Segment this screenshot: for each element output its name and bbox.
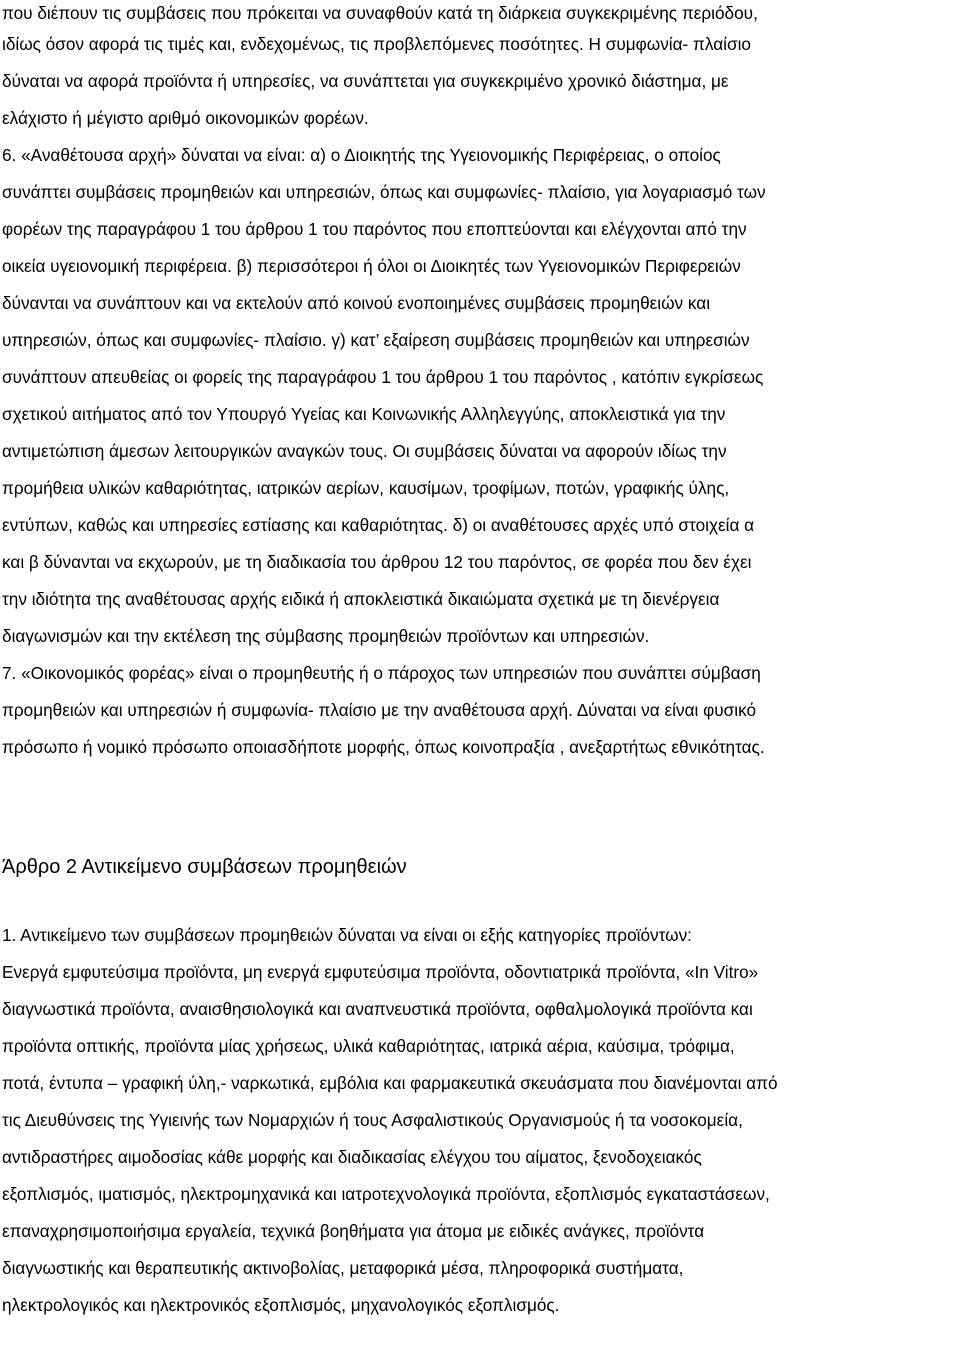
paragraph-item-6 [2,137,958,655]
text-line: διαγωνισμών και την εκτέλεση της σύμβασης προμηθειών προϊόντων και υπηρεσιών. [2,626,650,646]
text-line: προϊόντα οπτικής, προϊόντα μίας χρήσεως, υλικά καθαριότητας, ιατρικά αέρια, καύσιμα, τρόφιμα, [2,1036,735,1056]
text-line: προμήθεια υλικών καθαριότητας, ιατρικών αερίων, καυσίμων, τροφίμων, ποτών, γραφικής ύλης, [2,478,730,498]
text-line: τις Διευθύνσεις της Υγιεινής των Νομαρχιών ή τους Ασφαλιστικούς Οργανισμούς ή τα νοσοκομεία, [2,1110,743,1130]
text-line: υπηρεσιών, όπως και συμφωνίες- πλαίσιο. γ) κατ’ εξαίρεση συμβάσεις προμηθειών και υπηρεσιών [2,330,750,350]
document-page [2,0,958,1324]
text-line: προμηθειών και υπηρεσιών ή συμφωνία- πλαίσιο με την αναθέτουσα αρχή. Δύναται να είναι φυσικό [2,700,757,720]
text-line: που διέπουν τις συμβάσεις που πρόκειται να συναφθούν κατά τη διάρκεια συγκεκριμένης περιόδου, [2,3,758,23]
text-line: οικεία υγειονομική περιφέρεια. β) περισσότεροι ή όλοι οι Διοικητές των Υγειονομικών Περιφερειών [2,256,741,276]
text-line: εξοπλισμός, ιματισμός, ηλεκτρομηχανικά και ιατροτεχνολογικά προϊόντα, εξοπλισμός εγκαταστάσεων, [2,1184,770,1204]
text-line: διαγνωστικής και θεραπευτικής ακτινοβολίας, μεταφορικά μέσα, πληροφορικά συστήματα, [2,1258,684,1278]
text-line: συνάπτει συμβάσεις προμηθειών και υπηρεσιών, όπως και συμφωνίες- πλαίσιο, για λογαριασμό των [2,182,766,202]
text-line: ιδίως όσον αφορά τις τιμές και, ενδεχομένως, τις προβλεπόμενες ποσότητες. Η συμφωνία- πλαίσιο [2,34,751,54]
text-line: 6. «Αναθέτουσα αρχή» δύναται να είναι: α) ο Διοικητής της Υγειονομικής Περιφέρειας, ο οποίος [2,145,721,165]
text-line: εντύπων, καθώς και υπηρεσίες εστίασης και καθαριότητας. δ) οι αναθέτουσες αρχές υπό στοιχεία α [2,515,755,535]
text-line: συνάπτουν απευθείας οι φορείς της παραγράφου 1 του άρθρου 1 του παρόντος , κατόπιν εγκρίσεως [2,367,764,387]
text-line: 7. «Οικονομικός φορέας» είναι ο προμηθευτής ή ο πάροχος των υπηρεσιών που συνάπτει σύμβαση [2,663,761,683]
paragraph-item-7 [2,655,958,766]
text-line: πρόσωπο ή νομικό πρόσωπο οποιασδήποτε μορφής, όπως κοινοπραξία , ανεξαρτήτως εθνικότητας. [2,737,765,757]
text-line: 1. Αντικείμενο των συμβάσεων προμηθειών δύναται να είναι οι εξής κατηγορίες προϊόντων: [2,925,692,945]
text-line: διαγνωστικά προϊόντα, αναισθησιολογικά και αναπνευστικά προϊόντα, οφθαλμολογικά προϊόντα και [2,999,753,1019]
text-line: επαναχρησιμοποιήσιμα εργαλεία, τεχνικά βοηθήματα για άτομα με ειδικές ανάγκες, προϊόντα [2,1221,705,1241]
text-line: αντιμετώπιση άμεσων λειτουργικών αναγκών τους. Οι συμβάσεις δύναται να αφορούν ιδίως την [2,441,727,461]
text-line: σχετικού αιτήματος από τον Υπουργό Υγείας και Κοινωνικής Αλληλεγγύης, αποκλειστικά για την [2,404,726,424]
text-line: Ενεργά εμφυτεύσιμα προϊόντα, μη ενεργά εμφυτεύσιμα προϊόντα, οδοντιατρικά προϊόντα, «In Vitro» [2,962,759,982]
paragraph-continuation [2,0,958,137]
text-line: αντιδραστήρες αιμοδοσίας κάθε μορφής και διαδικασίας ελέγχου του αίματος, ξενοδοχειακός [2,1147,702,1167]
text-line: ποτά, έντυπα – γραφική ύλη,- ναρκωτικά, εμβόλια και φαρμακευτικά σκευάσματα που διανέμονται από [2,1073,778,1093]
article-heading: Άρθρο 2 Αντικείμενο συμβάσεων προμηθειών [2,856,407,878]
text-line: ηλεκτρολογικός και ηλεκτρονικός εξοπλισμός, μηχανολογικός εξοπλισμός. [2,1295,560,1315]
text-line: δύνανται να συνάπτουν και να εκτελούν από κοινού ενοποιημένες συμβάσεις προμηθειών και [2,293,711,313]
spacer [2,803,958,847]
text-line: την ιδιότητα της αναθέτουσας αρχής ειδικά ή αποκλειστικά δικαιώματα σχετικά με τη διενέργεια [2,589,720,609]
spacer [2,766,958,803]
text-line: και β δύνανται να εκχωρούν, με τη διαδικασία του άρθρου 12 του παρόντος, σε φορέα που δεν έχει [2,552,752,572]
paragraph-article-2 [2,917,958,1324]
text-line: δύναται να αφορά προϊόντα ή υπηρεσίες, να συνάπτεται για συγκεκριμένο χρονικό διάστημα, με [2,71,729,91]
text-line: ελάχιστο ή μέγιστο αριθμό οικονομικών φορέων. [2,108,369,128]
text-line: φορέων της παραγράφου 1 του άρθρου 1 του παρόντος που εποπτεύονται και ελέγχονται από την [2,219,747,239]
